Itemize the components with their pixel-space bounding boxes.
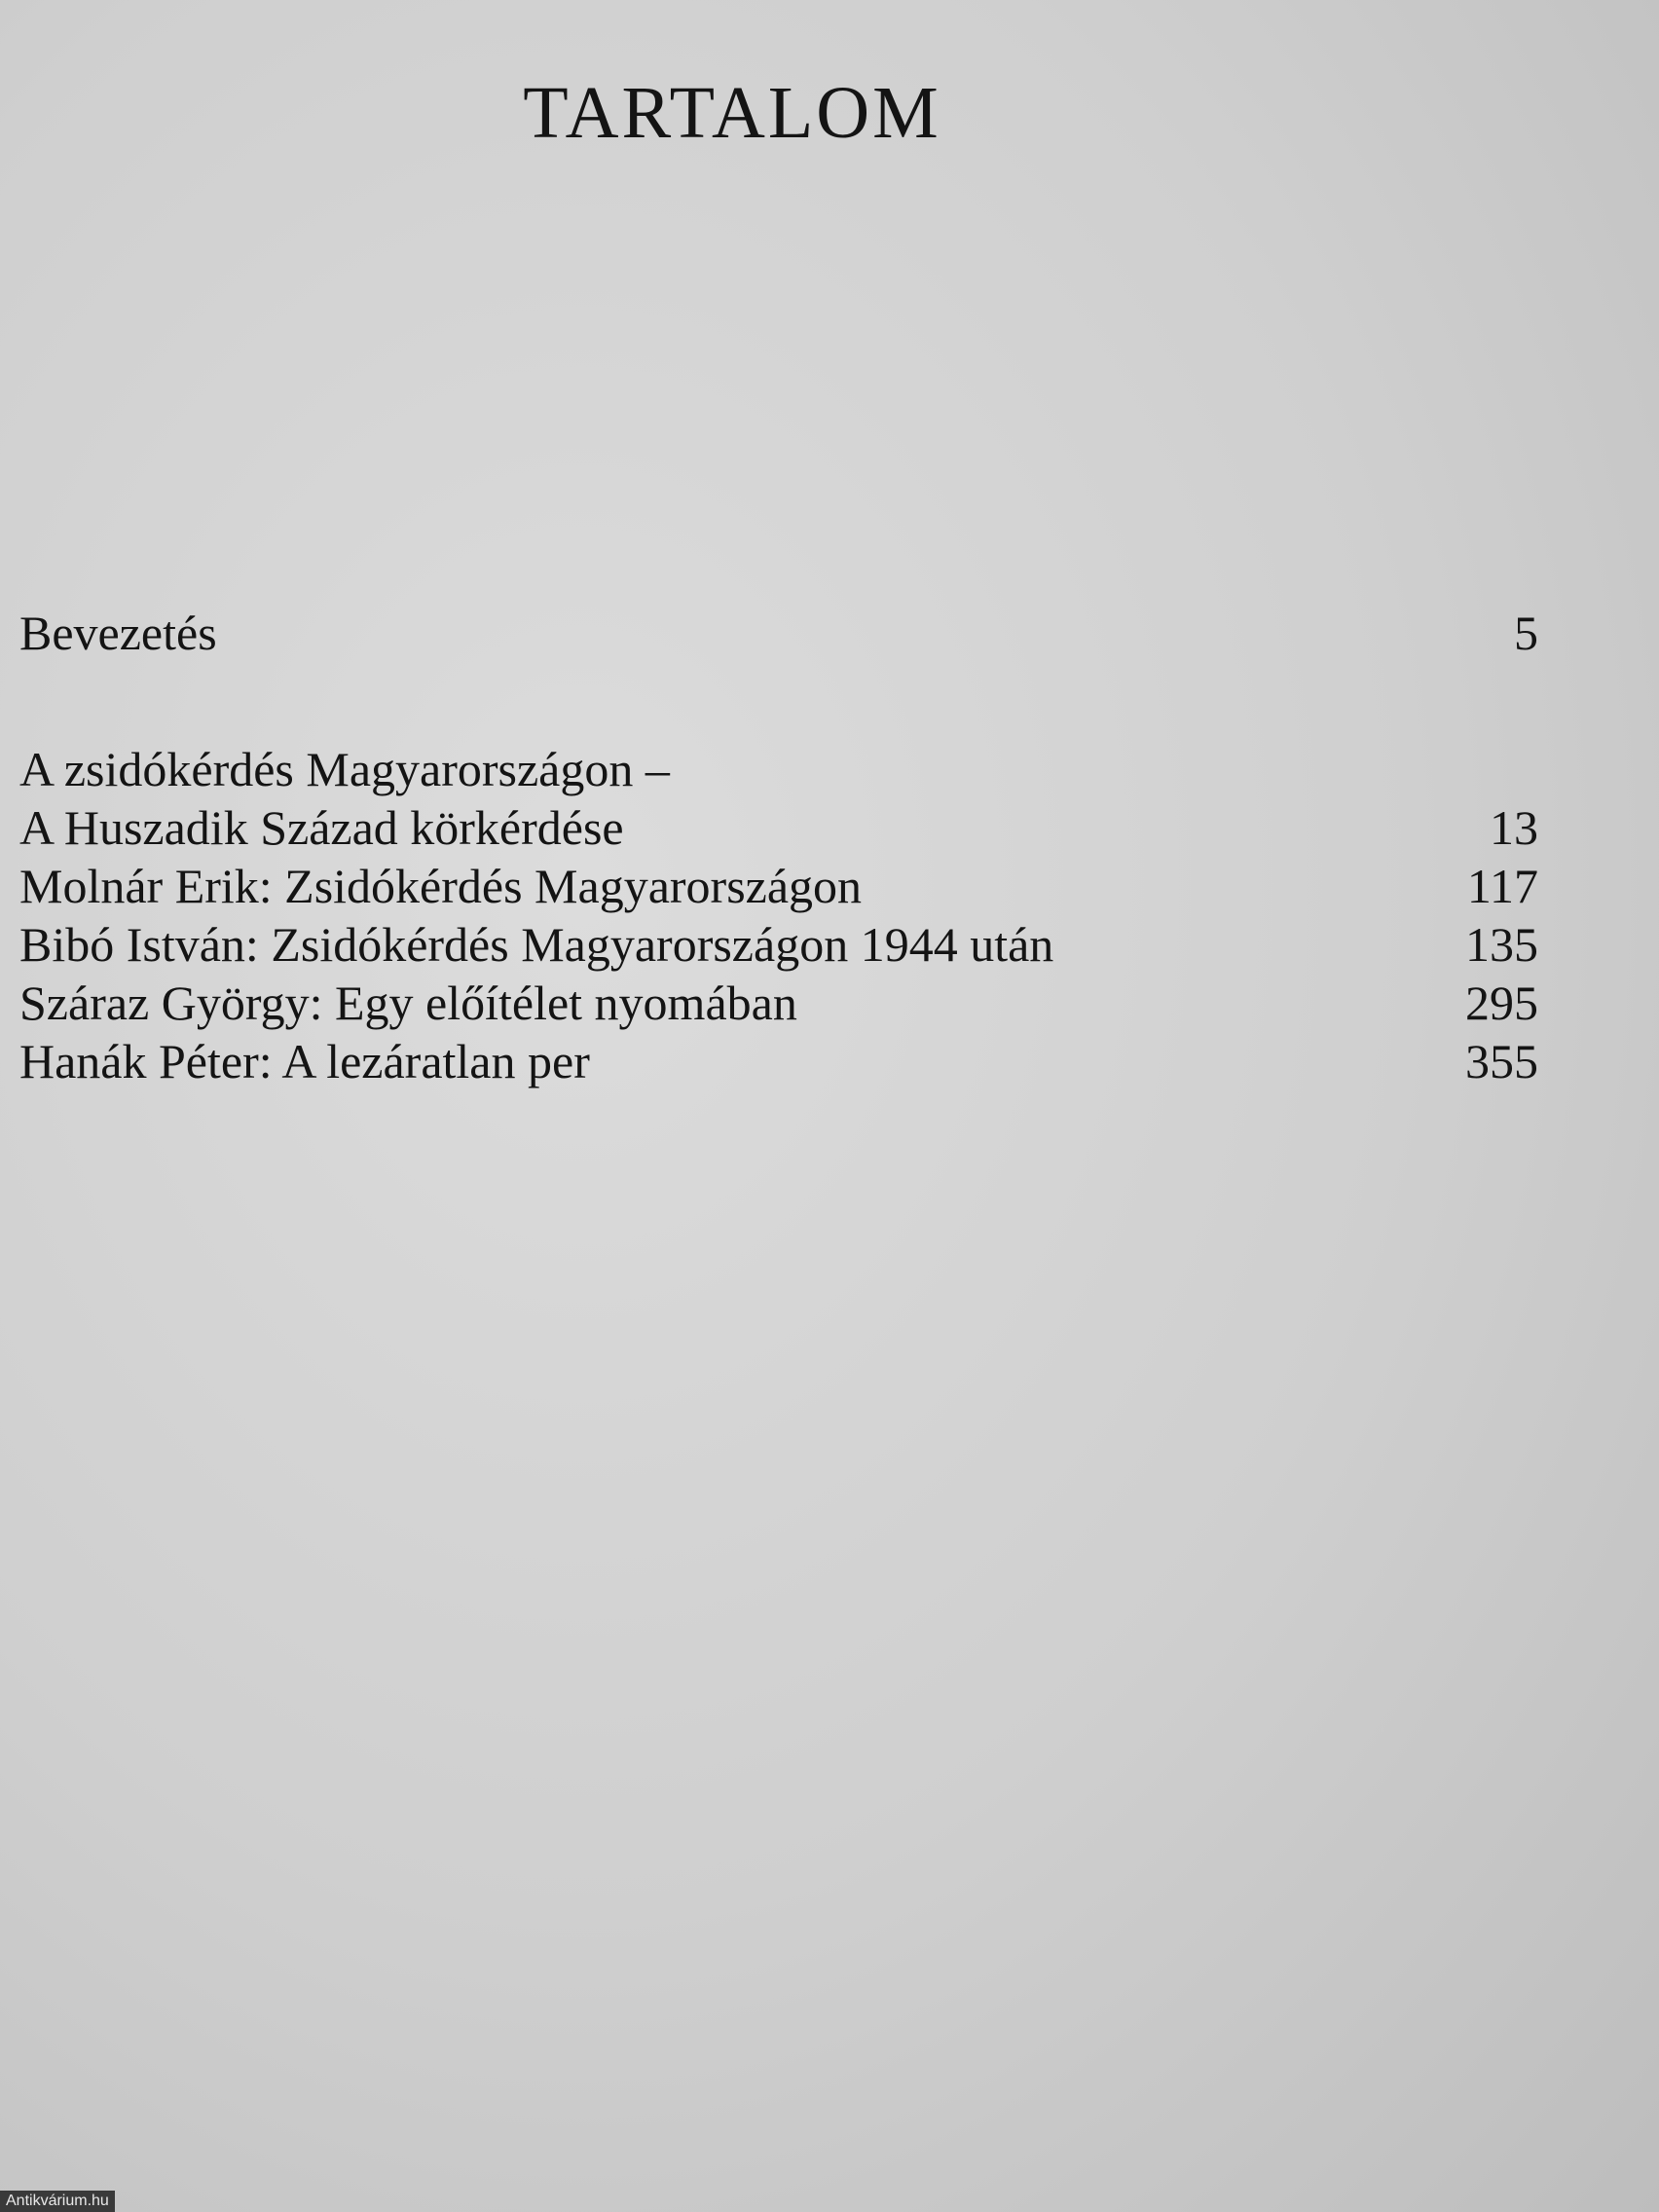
toc-entry-title: Molnár Erik: Zsidókérdés Magyarországon — [19, 859, 863, 913]
toc-entry-title: Bibó István: Zsidókérdés Magyarországon 1944 után — [19, 917, 1054, 972]
toc-entry-page: 13 — [1490, 800, 1538, 855]
toc-entry — [19, 1032, 1538, 1090]
toc-entry — [19, 974, 1538, 1032]
toc-entry-page: 135 — [1465, 917, 1538, 972]
toc-entry — [19, 798, 1538, 857]
toc-entry-title: A zsidókérdés Magyarországon – — [19, 742, 670, 796]
toc-entry-page: 355 — [1465, 1034, 1538, 1088]
toc-entry-page: 117 — [1466, 859, 1538, 913]
toc-entry-title: Bevezetés — [19, 606, 217, 660]
toc-entry — [19, 604, 1538, 662]
toc-entry-title: Száraz György: Egy előítélet nyomában — [19, 976, 797, 1030]
spacer — [19, 662, 1538, 740]
toc-entry-title: A Huszadik Század körkérdése — [19, 800, 624, 855]
toc-entry-title: Hanák Péter: A lezáratlan per — [19, 1034, 590, 1088]
page-title: TARTALOM — [523, 72, 941, 154]
toc-entry-page: 295 — [1465, 976, 1538, 1030]
watermark: Antikvárium.hu — [0, 2191, 115, 2212]
toc-entry-page: 5 — [1514, 606, 1538, 660]
toc-entry — [19, 740, 1538, 798]
toc-entry — [19, 915, 1538, 974]
toc-entry — [19, 857, 1538, 915]
table-of-contents — [19, 604, 1538, 1090]
